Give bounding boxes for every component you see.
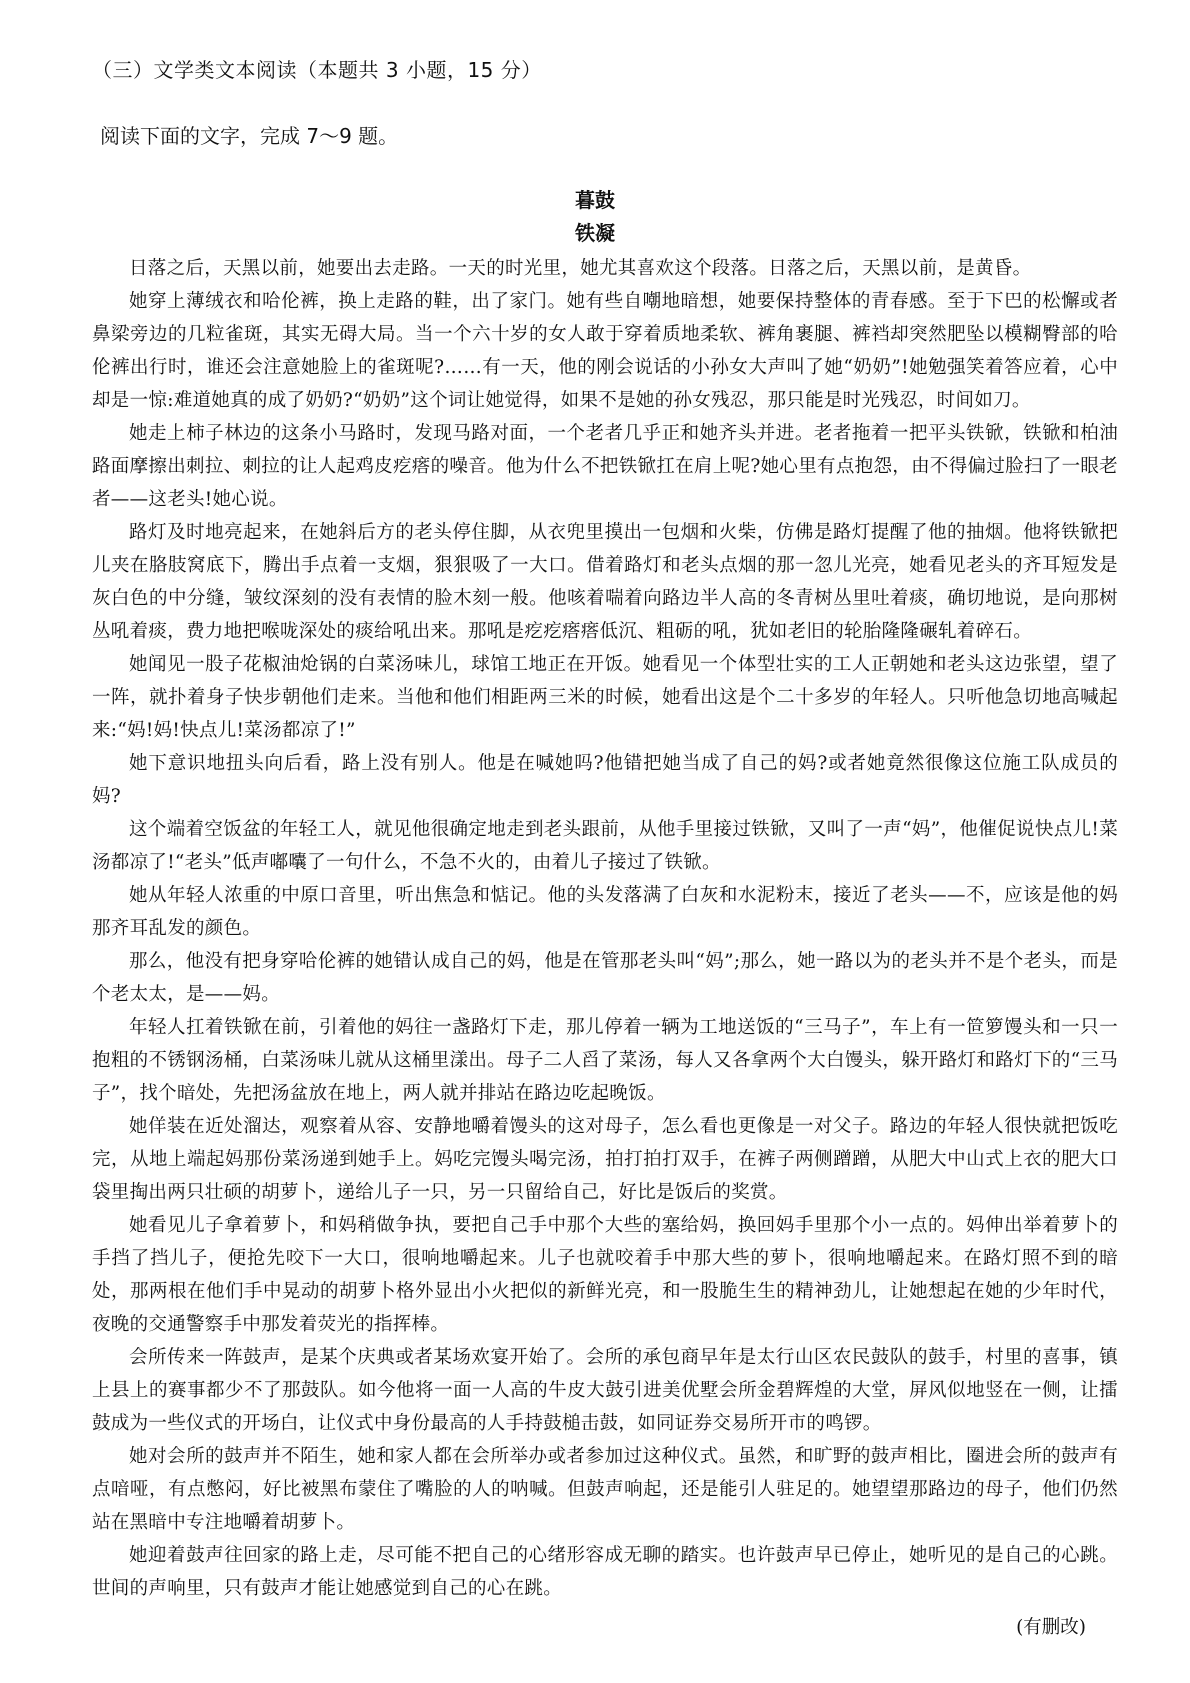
paragraph: 她对会所的鼓声并不陌生，她和家人都在会所举办或者参加过这种仪式。虽然，和旷野的鼓声相比，圈进会所的鼓声有点喑哑，有点憋闷，好比被黑布蒙住了嘴脸的人的呐喊。但鼓声响起，还是能引人驻足的。她望望那路边的母子，他们仍然站在黑暗中专注地嚼着胡萝卜。 [92,1446,1118,1533]
reading-instruction: 阅读下面的文字，完成 7～9 题。 [100,124,399,148]
article-body [92,252,1118,1605]
source-note: (有删改) [1016,1617,1086,1638]
paragraph: 她从年轻人浓重的中原口音里，听出焦急和惦记。他的头发落满了白灰和水泥粉末，接近了老头——不，应该是他的妈那齐耳乱发的颜色。 [92,885,1118,939]
paragraph: 那么，他没有把身穿哈伦裤的她错认成自己的妈，他是在管那老头叫“妈”;那么，她一路以为的老头并不是个老头，而是个老太太，是——妈。 [92,951,1118,1005]
paragraph: 年轻人扛着铁锨在前，引着他的妈往一盏路灯下走，那儿停着一辆为工地送饭的“三马子”，车上有一笸箩馒头和一只一抱粗的不锈钢汤桶，白菜汤味儿就从这桶里漾出。母子二人舀了菜汤，每人又各拿两个大白馒头，躲开路灯和路灯下的“三马子”，找个暗处，先把汤盆放在地上，两人就并排站在路边吃起晚饭。 [92,1017,1118,1104]
paragraph: 会所传来一阵鼓声，是某个庆典或者某场欢宴开始了。会所的承包商早年是太行山区农民鼓队的鼓手，村里的喜事，镇上县上的赛事都少不了那鼓队。如今他将一面一人高的牛皮大鼓引进美优墅会所金碧辉煌的大堂，屏风似地竖在一侧，让擂鼓成为一些仪式的开场白，让仪式中身份最高的人手持鼓槌击鼓，如同证券交易所开市的鸣锣。 [92,1347,1118,1434]
paragraph: 这个端着空饭盆的年轻工人，就见他很确定地走到老头跟前，从他手里接过铁锨，又叫了一声“妈”，他催促说快点儿!菜汤都凉了!“老头”低声嘟囔了一句什么，不急不火的，由着儿子接过了铁锨。 [92,819,1118,873]
paragraph: 路灯及时地亮起来，在她斜后方的老头停住脚，从衣兜里摸出一包烟和火柴，仿佛是路灯提醒了他的抽烟。他将铁锨把儿夹在胳肢窝底下，腾出手点着一支烟，狠狠吸了一大口。借着路灯和老头点烟的那一忽儿光亮，她看见老头的齐耳短发是灰白色的中分缝，皱纹深刻的没有表情的脸木刻一般。他咳着喘着向路边半人高的冬青树丛里吐着痰，确切地说，是向那树丛吼着痰，费力地把喉咙深处的痰给吼出来。那吼是疙疙瘩瘩低沉、粗砺的吼，犹如老旧的轮胎隆隆碾轧着碎石。 [92,522,1118,642]
article-author: 铁凝 [575,221,615,245]
paragraph: 她佯装在近处溜达，观察着从容、安静地嚼着馒头的这对母子，怎么看也更像是一对父子。路边的年轻人很快就把饭吃完，从地上端起妈那份菜汤递到她手上。妈吃完馒头喝完汤，拍打拍打双手，在裤子两侧蹭蹭，从肥大中山式上衣的肥大口袋里掏出两只壮硕的胡萝卜，递给儿子一只，另一只留给自己，好比是饭后的奖赏。 [92,1116,1118,1203]
section-heading: （三）文学类文本阅读（本题共 3 小题，15 分） [92,58,542,82]
paragraph: 她穿上薄绒衣和哈伦裤，换上走路的鞋，出了家门。她有些自嘲地暗想，她要保持整体的青春感。至于下巴的松懈或者鼻梁旁边的几粒雀斑，其实无碍大局。当一个六十岁的女人敢于穿着质地柔软、裤角裹腿、裤裆却突然肥坠以模糊臀部的哈伦裤出行时，谁还会注意她脸上的雀斑呢?……有一天，他的刚会说话的小孙女大声叫了她“奶奶”!她勉强笑着答应着，心中却是一惊:难道她真的成了奶奶?“奶奶”这个词让她觉得，如果不是她的孙女残忍，那只能是时光残忍，时间如刀。 [92,291,1118,411]
paragraph: 她迎着鼓声往回家的路上走，尽可能不把自己的心绪形容成无聊的踏实。也许鼓声早已停止，她听见的是自己的心跳。世间的声响里，只有鼓声才能让她感觉到自己的心在跳。 [92,1545,1118,1599]
article-title: 暮鼓 [575,188,615,212]
paragraph: 她看见儿子拿着萝卜，和妈稍做争执，要把自己手中那个大些的塞给妈，换回妈手里那个小一点的。妈伸出举着萝卜的手挡了挡儿子，便抢先咬下一大口，很响地嚼起来。儿子也就咬着手中那大些的萝卜，很响地嚼起来。在路灯照不到的暗处，那两根在他们手中晃动的胡萝卜格外显出小火把似的新鲜光亮，和一股脆生生的精神劲儿，让她想起在她的少年时代，夜晚的交通警察手中那发着荧光的指挥棒。 [92,1215,1118,1335]
paragraph: 她走上柿子林边的这条小马路时，发现马路对面，一个老者几乎正和她齐头并进。老者拖着一把平头铁锨，铁锨和柏油路面摩擦出刺拉、刺拉的让人起鸡皮疙瘩的噪音。他为什么不把铁锨扛在肩上呢?她心里有点抱怨，由不得偏过脸扫了一眼老者——这老头!她心说。 [92,423,1118,510]
paragraph: 她闻见一股子花椒油炝锅的白菜汤味儿，球馆工地正在开饭。她看见一个体型壮实的工人正朝她和老头这边张望，望了一阵，就扑着身子快步朝他们走来。当他和他们相距两三米的时候，她看出这是个二十多岁的年轻人。只听他急切地高喊起来:“妈!妈!快点儿!菜汤都凉了!” [92,654,1118,741]
paragraph: 日落之后，天黑以前，她要出去走路。一天的时光里，她尤其喜欢这个段落。日落之后，天黑以前，是黄昏。 [129,258,1032,279]
paragraph: 她下意识地扭头向后看，路上没有别人。他是在喊她吗?他错把她当成了自己的妈?或者她竟然很像这位施工队成员的妈? [92,753,1118,807]
